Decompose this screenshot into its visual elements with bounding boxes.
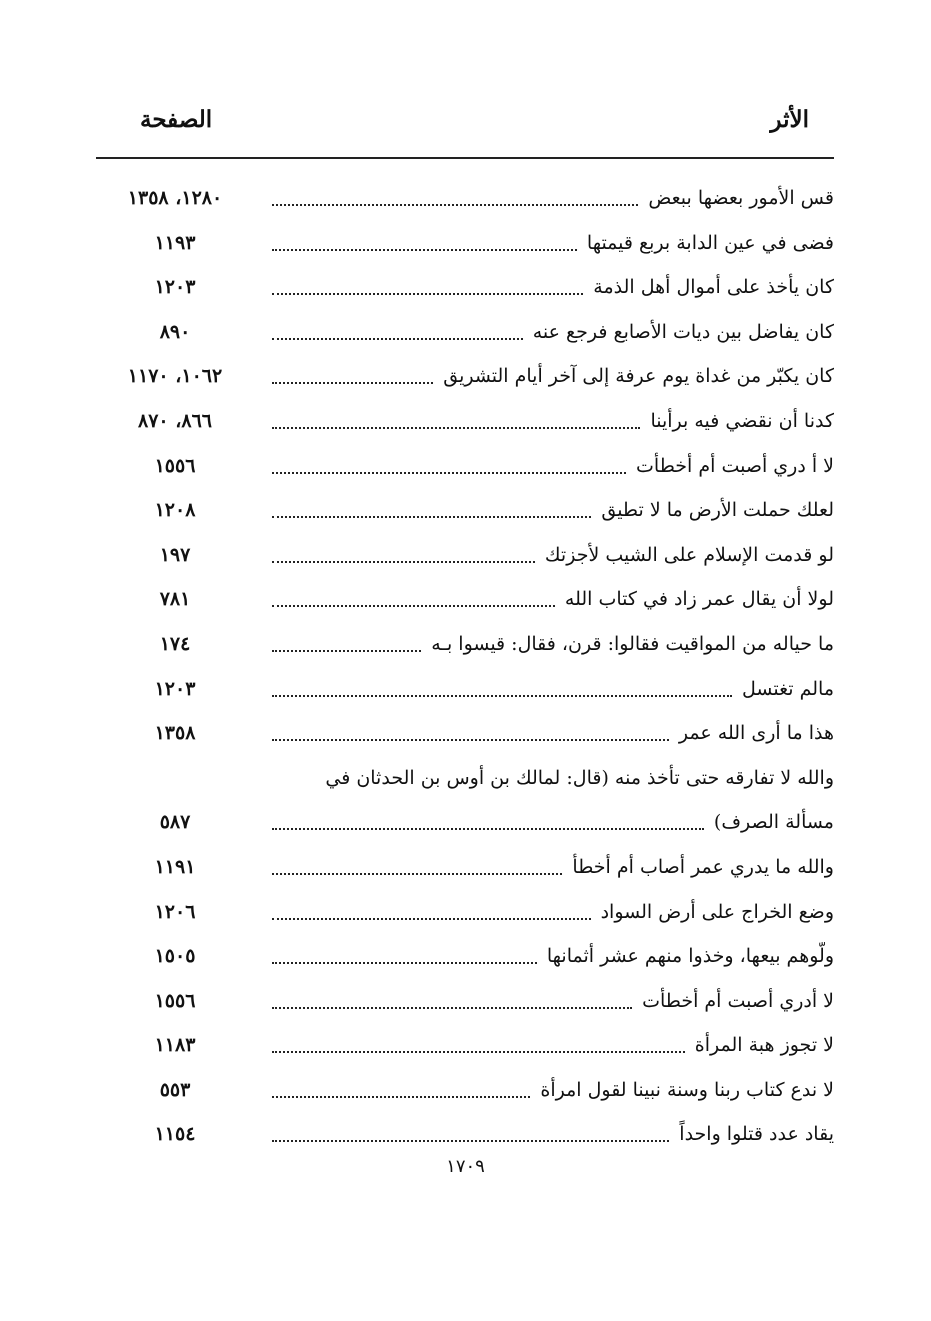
page-reference: ١٢٠٣ xyxy=(154,677,196,700)
leader-dots xyxy=(272,995,632,1009)
header-rule xyxy=(96,157,834,159)
athar-text: والله لا تفارقه حتى تأخذ منه (قال: لمالك بن أوس بن الحدثان في xyxy=(325,766,834,789)
athar-text: مسألة الصرف) xyxy=(713,811,834,834)
index-row xyxy=(0,936,931,981)
leader-dots xyxy=(272,460,626,474)
athar-text: كان يكبّر من غداة يوم عرفة إلى آخر أيام التشريق xyxy=(443,365,834,388)
athar-text: لا ندع كتاب ربنا وسنة نبينا لقول امرأة xyxy=(540,1078,834,1101)
index-row xyxy=(0,669,931,714)
column-header-athar: الأثر xyxy=(770,106,809,133)
athar-text: لا أدري أصبت أم أخطأت xyxy=(642,989,834,1012)
page-reference: ٨٩٠ xyxy=(159,320,191,343)
column-header-page: الصفحة xyxy=(140,106,213,133)
leader-dots xyxy=(272,504,591,518)
index-row xyxy=(0,312,931,357)
leader-dots xyxy=(272,1039,685,1053)
index-row xyxy=(0,267,931,312)
index-row xyxy=(0,847,931,892)
athar-text: يقاد عدد قتلوا واحداً xyxy=(679,1123,834,1146)
athar-text: كان يأخذ على أموال أهل الذمة xyxy=(593,276,834,299)
leader-dots xyxy=(272,1084,530,1098)
athar-text: ولّوهم بيعها، وخذوا منهم عشر أثمانها xyxy=(546,945,834,968)
page-reference: ١١٩١ xyxy=(154,855,196,878)
index-row xyxy=(0,892,931,937)
leader-dots xyxy=(272,1128,669,1142)
page-reference: ١١٥٤ xyxy=(154,1123,196,1146)
athar-text: ما حياله من المواقيت فقالوا: قرن، فقال: قيسوا بـه xyxy=(431,632,834,655)
athar-text: لو قدمت الإسلام على الشيب لأجزتك xyxy=(544,543,834,566)
index-row xyxy=(0,981,931,1026)
leader-dots xyxy=(272,415,640,429)
athar-text: والله ما يدري عمر أصاب أم أخطأ xyxy=(572,855,834,878)
page-reference: ٥٥٣ xyxy=(159,1078,191,1101)
leader-dots xyxy=(272,816,704,830)
page-reference: ١٥٥٦ xyxy=(154,454,196,477)
page-reference: ١٢٠٨ xyxy=(154,499,196,522)
page-reference: ١١٨٣ xyxy=(154,1034,196,1057)
leader-dots xyxy=(272,727,669,741)
athar-text: هذا ما أرى الله عمر xyxy=(678,722,834,745)
athar-text: كدنا أن نقضي فيه برأينا xyxy=(650,409,834,432)
index-row xyxy=(0,1025,931,1070)
leader-dots xyxy=(272,906,591,920)
index-list xyxy=(0,178,931,1159)
leader-dots xyxy=(272,192,638,206)
athar-text: وضع الخراج على أرض السواد xyxy=(600,900,834,923)
page-reference: ١٥٠٥ xyxy=(154,945,196,968)
index-row xyxy=(0,223,931,268)
leader-dots xyxy=(272,950,537,964)
index-row xyxy=(0,446,931,491)
index-row xyxy=(0,1070,931,1115)
page-reference: ٥٨٧ xyxy=(159,811,191,834)
index-row xyxy=(0,490,931,535)
index-row xyxy=(0,579,931,624)
leader-dots xyxy=(272,237,577,251)
index-row xyxy=(0,1114,931,1159)
page-reference: ١٢٠٣ xyxy=(154,276,196,299)
athar-text: لا أ دري أصبت أم أخطأت xyxy=(636,454,834,477)
leader-dots xyxy=(272,326,523,340)
index-row xyxy=(0,401,931,446)
leader-dots xyxy=(272,638,421,652)
leader-dots xyxy=(272,281,583,295)
leader-dots xyxy=(272,683,732,697)
page-reference: ١٣٥٨ xyxy=(154,722,196,745)
index-row xyxy=(0,535,931,580)
page-reference: ١٩٧ xyxy=(159,543,191,566)
page-reference: ١٧٤ xyxy=(159,632,191,655)
page-reference: ١٠٦٢، ١١٧٠ xyxy=(127,365,223,388)
page-reference: ١٢٠٦ xyxy=(154,900,196,923)
page-reference: ٨٦٦، ٨٧٠ xyxy=(138,409,212,432)
page-reference: ١٥٥٦ xyxy=(154,989,196,1012)
page-reference: ١١٩٣ xyxy=(154,231,196,254)
index-row xyxy=(0,178,931,223)
athar-text: لعلك حملت الأرض ما لا تطيق xyxy=(601,499,834,522)
leader-dots xyxy=(272,370,433,384)
leader-dots xyxy=(272,549,535,563)
athar-text: قس الأمور بعضها ببعض xyxy=(648,187,834,209)
leader-dots xyxy=(272,861,562,875)
leader-dots xyxy=(272,593,555,607)
index-row xyxy=(0,758,931,803)
index-row xyxy=(0,802,931,847)
page-number: ١٧٠٩ xyxy=(446,1156,485,1177)
athar-text: لولا أن يقال عمر زاد في كتاب الله xyxy=(564,588,834,611)
index-row xyxy=(0,356,931,401)
athar-text: مالم تغتسل xyxy=(742,677,834,700)
page-reference: ٧٨١ xyxy=(159,588,191,611)
athar-text: لا تجوز هبة المرأة xyxy=(694,1034,834,1057)
index-row xyxy=(0,624,931,669)
athar-text: كان يفاضل بين ديات الأصابع فرجع عنه xyxy=(532,320,834,343)
athar-text: فضى في عين الدابة بربع قيمتها xyxy=(586,231,834,254)
page-reference: ١٢٨٠، ١٣٥٨ xyxy=(127,187,223,209)
index-row xyxy=(0,713,931,758)
